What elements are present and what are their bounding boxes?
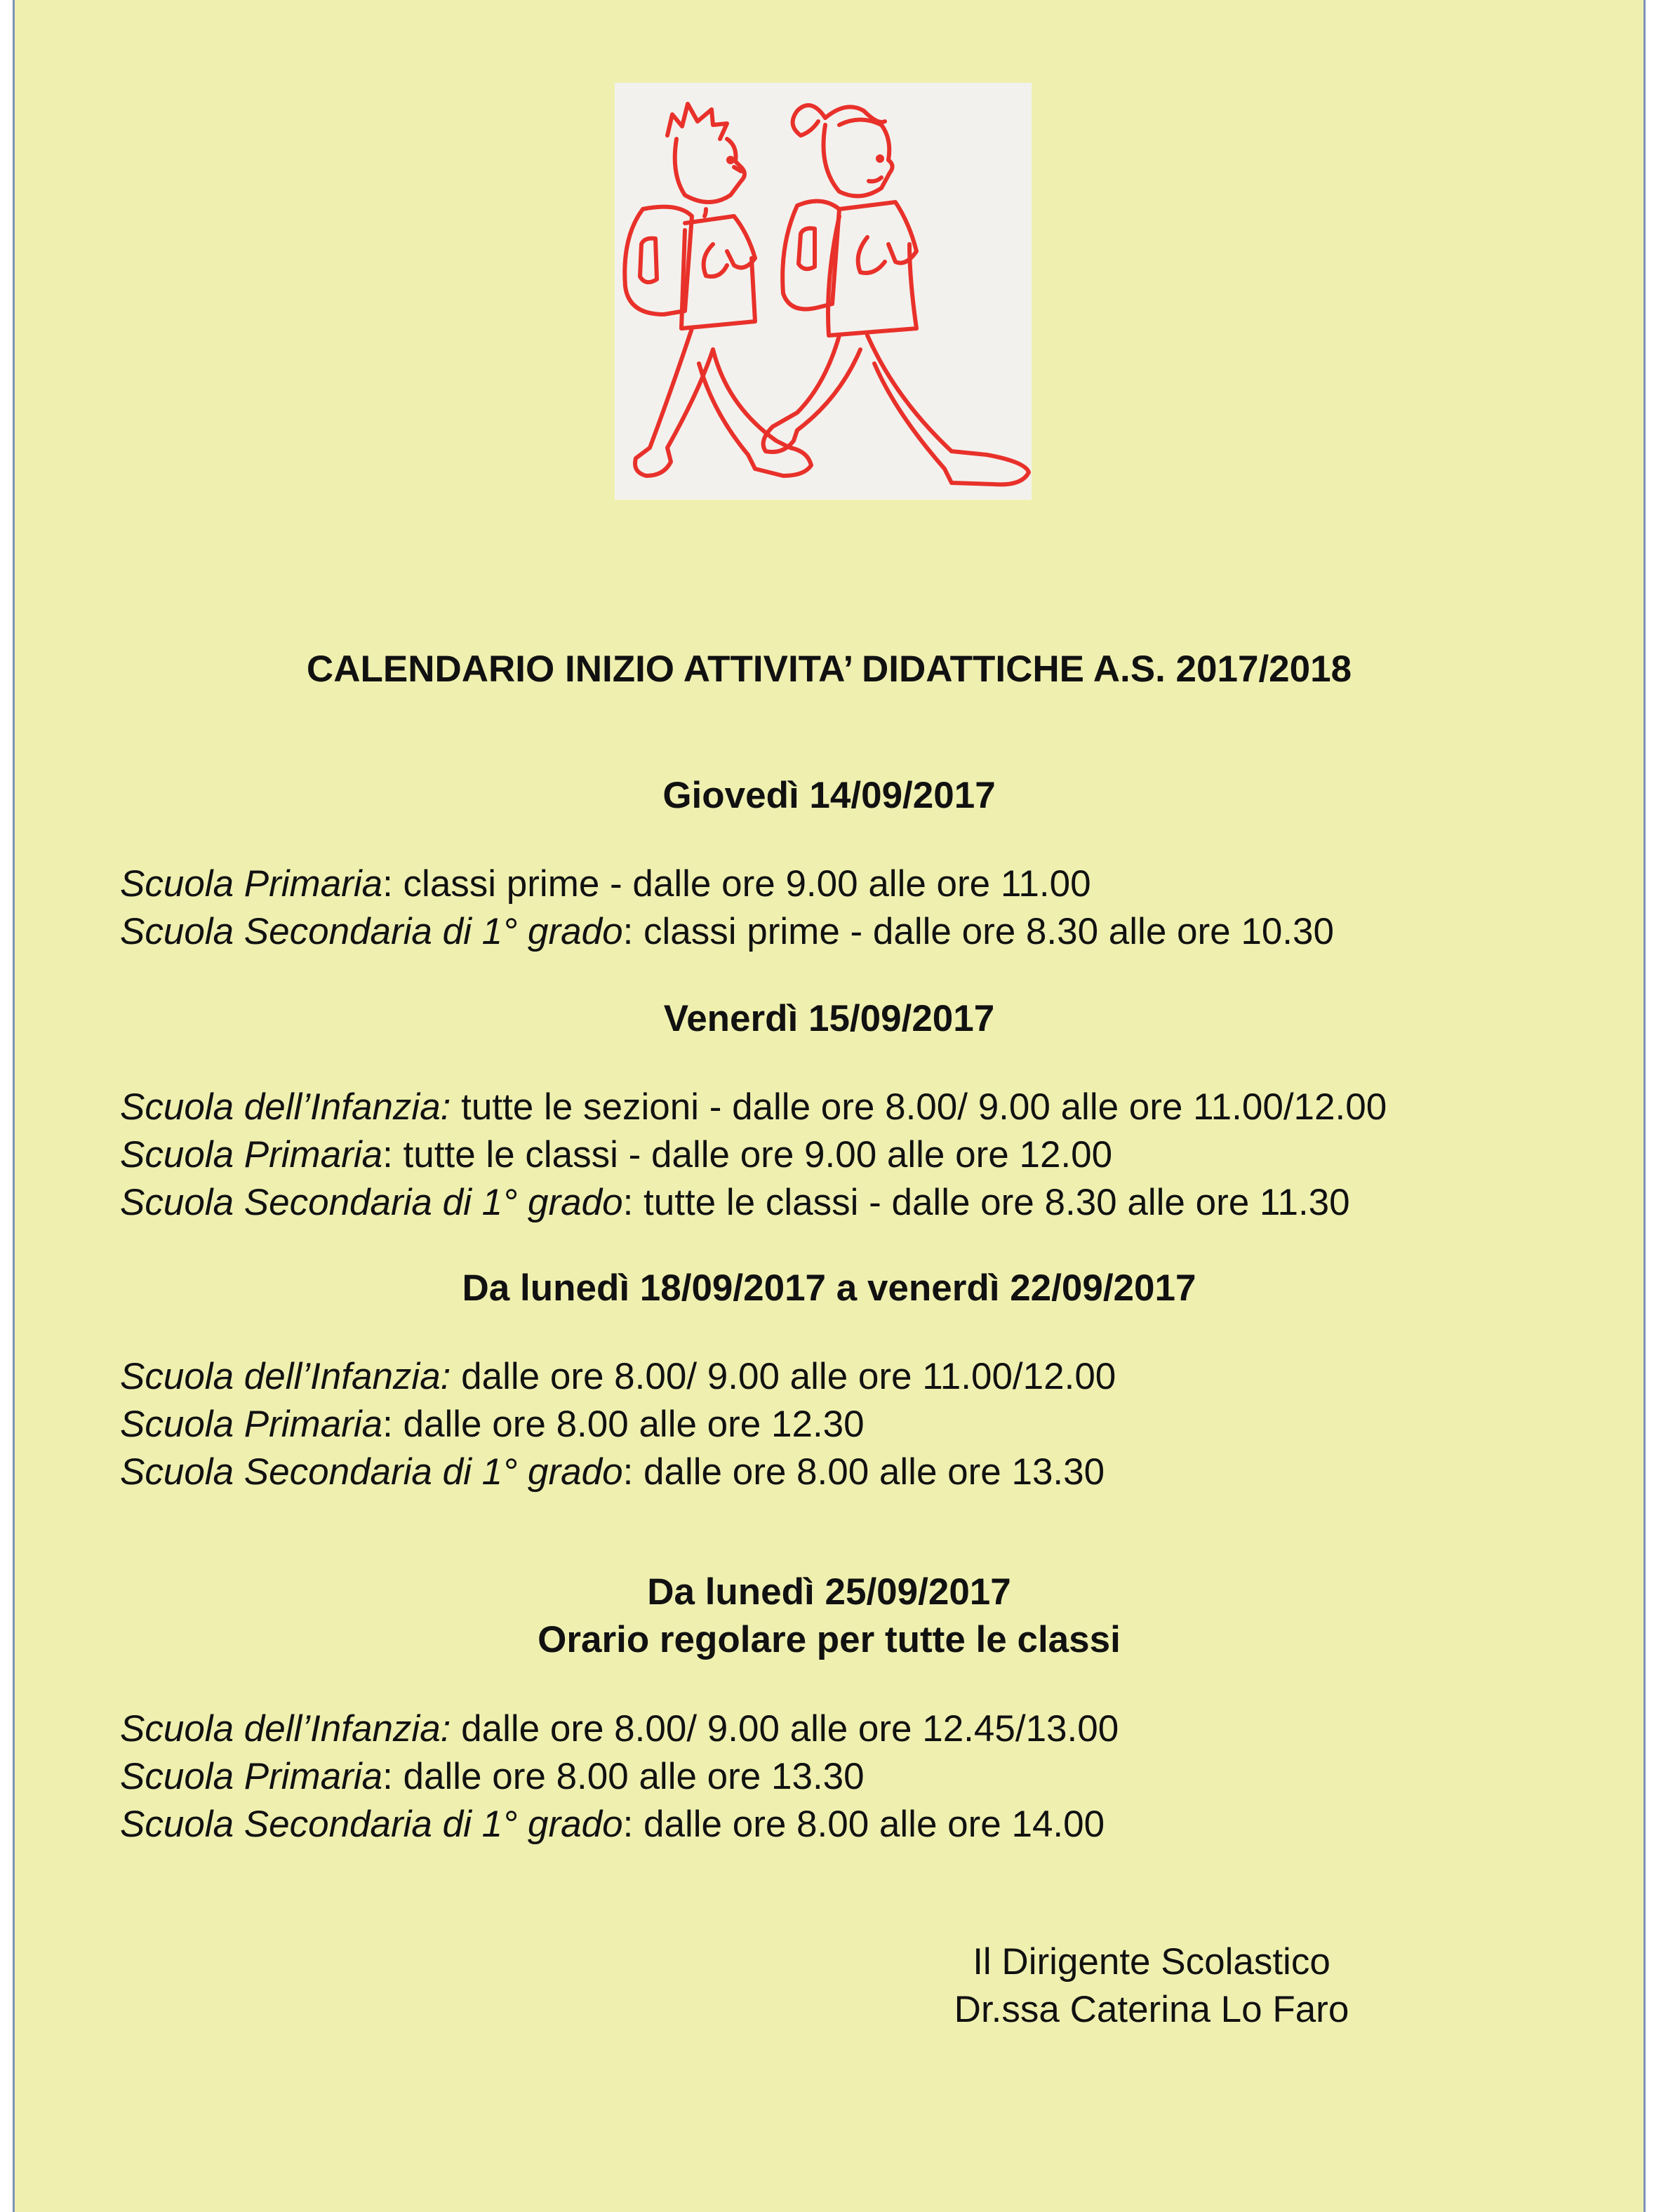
schedule-text: dalle ore 8.00 alle ore 13.30 bbox=[403, 1756, 865, 1797]
schedule-row bbox=[120, 1353, 1594, 1401]
schedule-text: dalle ore 8.00 alle ore 14.00 bbox=[643, 1804, 1105, 1845]
schedule-text: dalle ore 8.00 alle ore 13.30 bbox=[643, 1451, 1105, 1493]
section-heading bbox=[15, 1568, 1643, 1664]
schedule-row: Scuola Primaria: tutte le classi - dalle ore 9.00 alle ore 12.00 bbox=[120, 1134, 1113, 1175]
schedule-text: classi prime - dalle ore 8.30 alle ore 10.30 bbox=[643, 911, 1334, 952]
schedule-text: dalle ore 8.00/ 9.00 alle ore 11.00/12.00 bbox=[461, 1356, 1116, 1397]
section-heading: Venerdì 15/09/2017 bbox=[663, 998, 995, 1039]
section-heading: Da lunedì 18/09/2017 a venerdì 22/09/2017 bbox=[462, 1267, 1196, 1309]
schedule-row: Scuola Primaria: dalle ore 8.00 alle ore 12.30 bbox=[120, 1404, 865, 1445]
schedule-block bbox=[120, 1084, 1594, 1227]
document-title: CALENDARIO INIZIO ATTIVITA’ DIDATTICHE A.S. 2017/2018 bbox=[306, 648, 1352, 690]
school-name: Scuola dell’Infanzia: bbox=[120, 1708, 451, 1750]
children-with-backpacks-illustration bbox=[615, 83, 1032, 500]
schedule-text: dalle ore 8.00/ 9.00 alle ore 12.45/13.00 bbox=[461, 1708, 1119, 1750]
schedule-row: Scuola Secondaria di 1° grado: dalle ore 8.00 alle ore 13.30 bbox=[120, 1451, 1105, 1493]
school-name: Scuola Secondaria di 1° grado bbox=[120, 911, 623, 952]
schedule-row: Scuola Secondaria di 1° grado: tutte le classi - dalle ore 8.30 alle ore 11.30 bbox=[120, 1182, 1350, 1223]
school-name: Scuola dell’Infanzia: bbox=[120, 1356, 451, 1397]
schedule-text: tutte le sezioni - dalle ore 8.00/ 9.00 alle ore 11.00/12.00 bbox=[461, 1086, 1387, 1128]
schedule-text: tutte le classi - dalle ore 9.00 alle ore 12.00 bbox=[403, 1134, 1113, 1175]
schedule-row: Scuola Primaria: dalle ore 8.00 alle ore 13.30 bbox=[120, 1756, 865, 1797]
schedule-text: classi prime - dalle ore 9.00 alle ore 11.00 bbox=[403, 863, 1091, 905]
school-name: Scuola Primaria bbox=[120, 1134, 383, 1175]
document-page bbox=[13, 0, 1646, 2212]
section-subheading: Orario regolare per tutte le classi bbox=[538, 1619, 1121, 1660]
section-heading: Giovedì 14/09/2017 bbox=[662, 775, 996, 816]
school-name: Scuola dell’Infanzia: bbox=[120, 1086, 451, 1128]
school-name: Scuola Secondaria di 1° grado bbox=[120, 1451, 623, 1493]
school-name: Scuola Primaria bbox=[120, 1404, 383, 1445]
schedule-block bbox=[120, 1353, 1594, 1496]
school-name: Scuola Secondaria di 1° grado bbox=[120, 1182, 623, 1223]
two-children-with-backpacks-icon bbox=[615, 83, 1032, 500]
signature-name: Dr.ssa Caterina Lo Faro bbox=[954, 1989, 1349, 2030]
schedule-block bbox=[120, 1705, 1594, 1848]
schedule-row: Scuola Secondaria di 1° grado: dalle ore 8.00 alle ore 14.00 bbox=[120, 1804, 1105, 1845]
school-name: Scuola Primaria bbox=[120, 1756, 383, 1797]
school-name: Scuola Secondaria di 1° grado bbox=[120, 1804, 623, 1845]
schedule-text: tutte le classi - dalle ore 8.30 alle ore 11.30 bbox=[643, 1182, 1350, 1223]
signature-role: Il Dirigente Scolastico bbox=[973, 1941, 1330, 1983]
schedule-row: Scuola Secondaria di 1° grado: classi prime - dalle ore 8.30 alle ore 10.30 bbox=[120, 911, 1334, 952]
section-heading-date: Da lunedì 25/09/2017 bbox=[647, 1571, 1011, 1613]
schedule-row bbox=[120, 1705, 1594, 1753]
signature-block bbox=[885, 1938, 1418, 2034]
schedule-text: dalle ore 8.00 alle ore 12.30 bbox=[403, 1404, 865, 1445]
schedule-row: Scuola Primaria: classi prime - dalle ore 9.00 alle ore 11.00 bbox=[120, 863, 1091, 905]
schedule-row bbox=[120, 1084, 1594, 1131]
school-name: Scuola Primaria bbox=[120, 863, 383, 905]
schedule-block bbox=[120, 860, 1594, 956]
